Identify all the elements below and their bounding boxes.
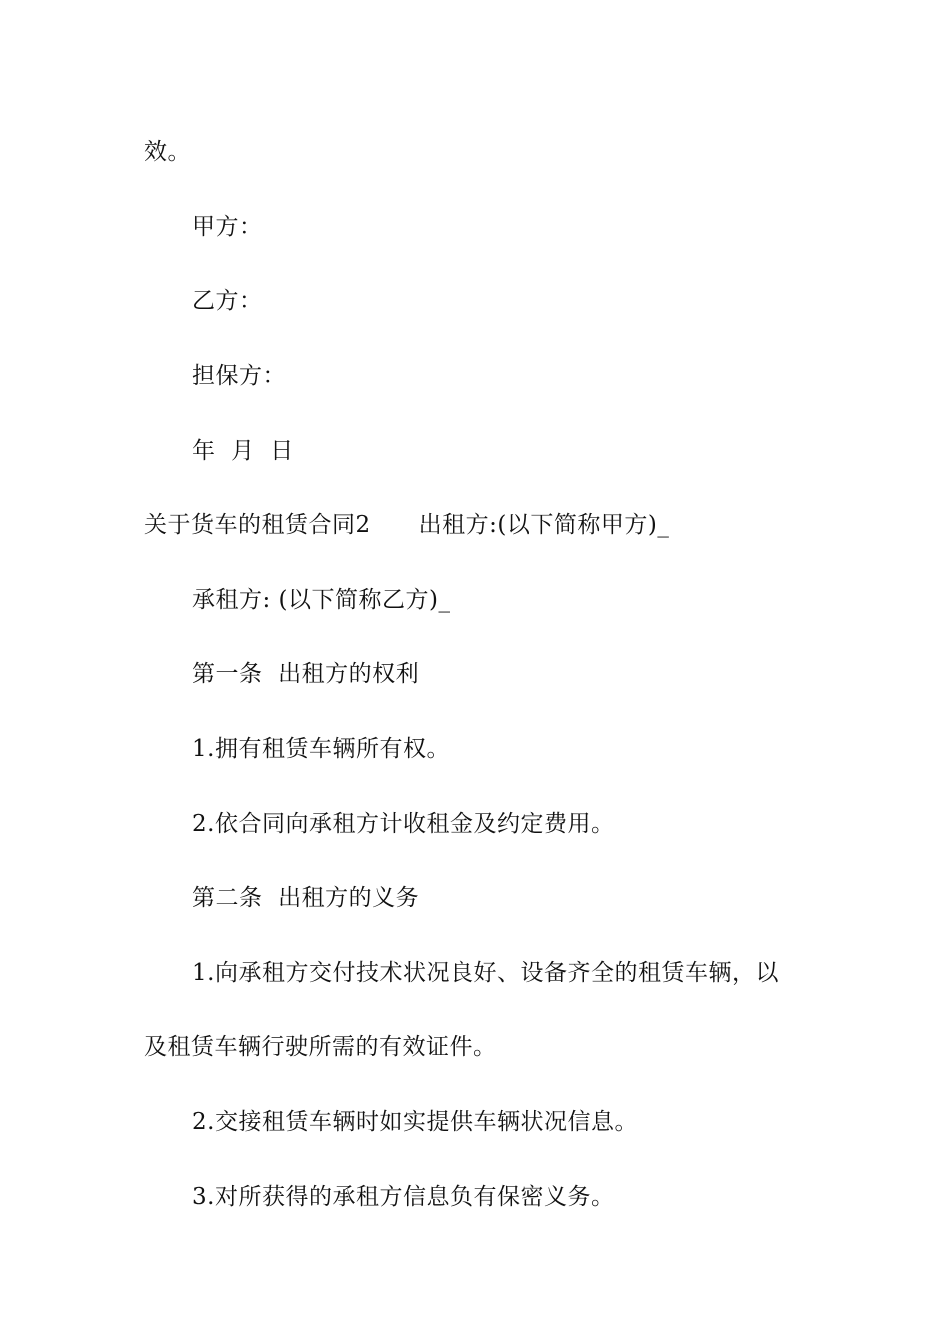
paragraph-continuation: 效。	[144, 139, 191, 165]
article-2-heading: 第二条 出租方的义务	[192, 885, 420, 911]
article-1-item-1: 1.拥有租赁车辆所有权。	[192, 736, 450, 762]
party-a-signature-line: 甲方：	[192, 214, 263, 240]
party-b-signature-line: 乙方：	[192, 288, 263, 314]
article-2-item-3: 3.对所获得的承租方信息负有保密义务。	[192, 1184, 615, 1210]
date-line: 年 月 日	[192, 438, 294, 464]
article-2-item-1: 1.向承租方交付技术状况良好、设备齐全的租赁车辆，以	[192, 960, 779, 986]
contract-heading-line	[144, 510, 669, 540]
article-1-item-2: 2.依合同向承租方计收租金及约定费用。	[192, 811, 615, 837]
lessee-line: 承租方: (以下简称乙方)_	[192, 587, 451, 613]
article-1-heading: 第一条 出租方的权利	[192, 661, 420, 687]
contract-title: 关于货车的租赁合同2	[144, 512, 371, 538]
guarantor-signature-line: 担保方：	[192, 363, 286, 389]
article-2-item-1-continuation: 及租赁车辆行驶所需的有效证件。	[144, 1034, 497, 1060]
article-2-item-2: 2.交接租赁车辆时如实提供车辆状况信息。	[192, 1109, 638, 1135]
lessor-line: 出租方:(以下简称甲方)_	[418, 512, 670, 538]
